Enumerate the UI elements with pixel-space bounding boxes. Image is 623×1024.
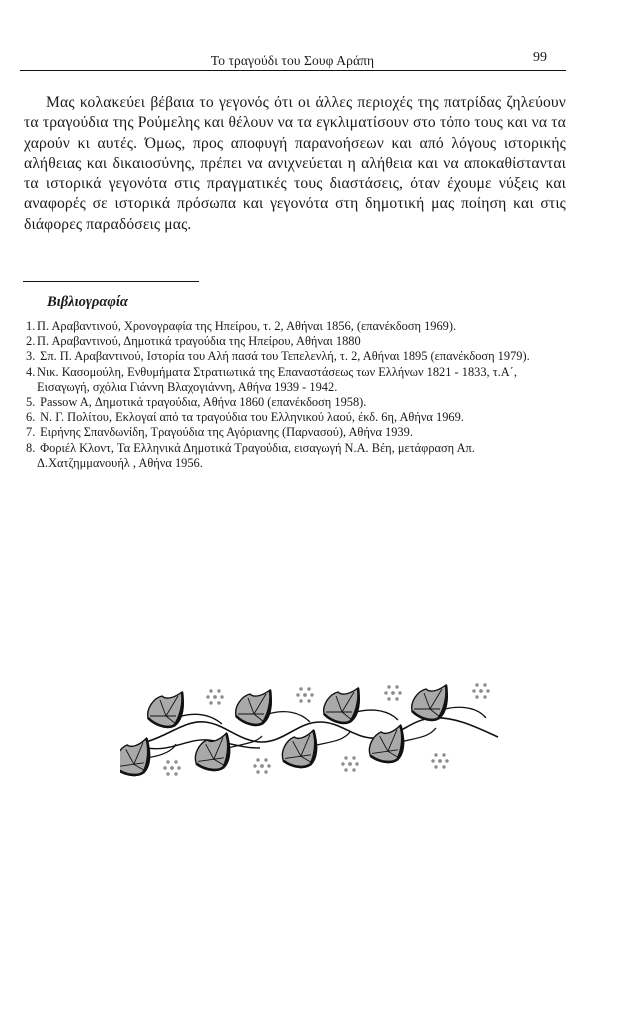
- body-paragraph: Μας κολακεύει βέβαια το γεγονός ότι οι άλλες περιοχές της πατρίδας ζηλεύουν τα τραγούδια της Ρούμελης και θέλουν να τα εγκλιματίσουν στο τόπο τους και να τα χαρούν κι αυτές. Όμως, προς αποφυγή παρανοήσεων και από λόγους ιστορικής αλήθειας και δικαιοσύνης, πρέπει να ανιχνεύεται η αλήθεια και να αποκαθίστανται τα ιστορικά γεγονότα στις πραγματικές τους διαστάσεις, όταν έχουμε νύξεις και αναφορές σε ιστορικά πρόσωπα και γεγονότα στη δημοτική μας ποίηση και στις διάφορες παραδόσεις μας.: [24, 94, 566, 233]
- section-separator-rule: [23, 281, 199, 282]
- bibliography-item: [26, 395, 546, 410]
- item-number: 7.: [26, 425, 36, 440]
- item-text: Ν. Γ. Πολίτου, Εκλογαί από τα τραγούδια του Ελληνικού λαού, έκδ. 6η, Αθήνα 1969.: [40, 410, 464, 425]
- bibliography-list: [26, 319, 546, 471]
- item-text: Φοριέλ Κλοντ, Τα Ελληνικά Δημοτικά Τραγούδια, εισαγωγή Ν.Α. Βέη, μετάφραση Απ. Δ.Χατζημμανουήλ , Αθήνα 1956.: [37, 440, 475, 470]
- item-text: Π. Αραβαντινού, Χρονογραφία της Ηπείρου, τ. 2, Αθήναι 1856, (επανέκδοση 1969).: [37, 319, 457, 333]
- header-rule: [20, 70, 566, 71]
- bibliography-item: [26, 319, 546, 334]
- item-text: Π. Αραβαντινού, Δημοτικά τραγούδια της Ηπείρου, Αθήναι 1880: [37, 334, 361, 349]
- item-text: Passow A, Δημοτικά τραγούδια, Αθήνα 1860 (επανέκδοση 1958).: [40, 395, 367, 410]
- item-number: 4.: [26, 364, 36, 379]
- item-number: 3.: [26, 349, 36, 364]
- item-text: Ειρήνης Σπανδωνίδη, Τραγούδια της Αγόριανης (Παρνασού), Αθήνα 1939.: [40, 425, 413, 440]
- ivy-vine-ornament-icon: [120, 672, 520, 802]
- item-number: 2.: [26, 334, 36, 349]
- item-text: Σπ. Π. Αραβαντινού, Ιστορία του Αλή πασά του Τεπελενλή, τ. 2, Αθήναι 1895 (επανέκδοση 1979).: [40, 349, 530, 364]
- bibliography-item: [26, 410, 546, 425]
- bibliography-heading: Βιβλιογραφία: [47, 294, 128, 310]
- running-title: Το τραγούδι του Σουφ Αράπη: [210, 53, 375, 68]
- item-number: 5.: [26, 395, 36, 410]
- bibliography-item: [26, 441, 546, 471]
- page-number: 99: [533, 50, 547, 65]
- item-number: 8.: [26, 440, 36, 455]
- running-header: [20, 50, 565, 72]
- item-number: 6.: [26, 410, 36, 425]
- bibliography-item: [26, 365, 546, 395]
- item-number: 1.: [26, 319, 36, 333]
- bibliography-item: [26, 349, 546, 364]
- bibliography-item: [26, 425, 546, 440]
- bibliography-item: [26, 334, 546, 349]
- item-text: Νικ. Κασομούλη, Ενθυμήματα Στρατιωτικά της Επαναστάσεως των Ελλήνων 1821 - 1833, τ.Α΄, Εισαγωγή, σχόλια Γιάννη Βλαχογιάννη, Αθήνα 1939 - 1942.: [37, 364, 517, 394]
